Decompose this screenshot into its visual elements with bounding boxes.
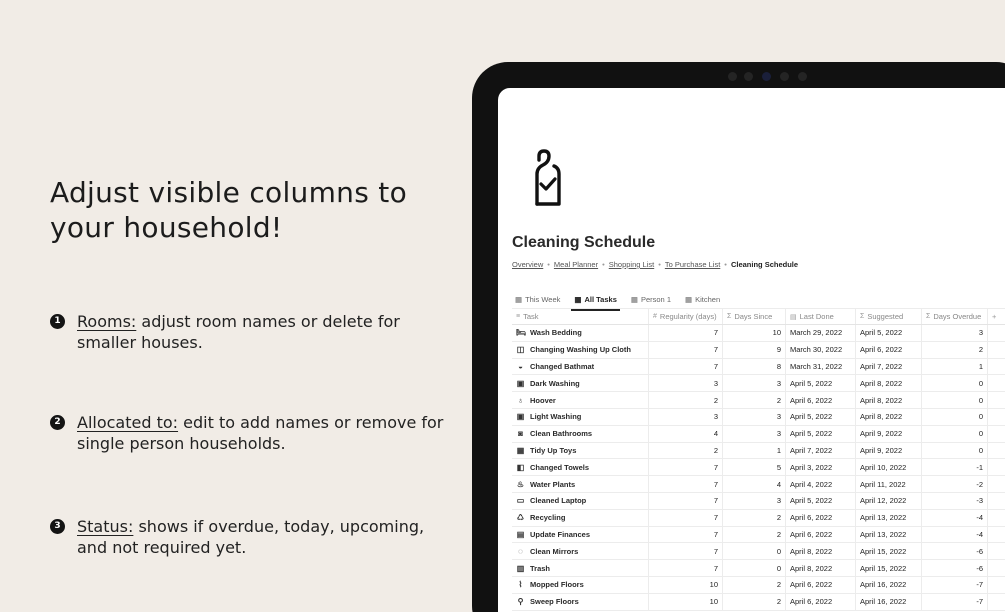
empty-cell xyxy=(988,443,1005,459)
column-header-last-done[interactable]: ▤ Last Done xyxy=(786,309,856,324)
task-name: Cleaned Laptop xyxy=(530,496,587,506)
empty-cell xyxy=(988,510,1005,526)
empty-cell xyxy=(988,325,1005,341)
last-done-cell[interactable]: March 30, 2022 xyxy=(786,342,856,358)
suggested-cell: April 16, 2022 xyxy=(856,577,922,593)
regularity-cell[interactable]: 10 xyxy=(649,577,723,593)
step-number-3: 3 xyxy=(50,519,65,534)
tab-kitchen[interactable]: ▦ Kitchen xyxy=(685,294,721,304)
last-done-cell[interactable]: March 31, 2022 xyxy=(786,359,856,375)
last-done-cell[interactable]: April 6, 2022 xyxy=(786,594,856,610)
trash-icon: ▥ xyxy=(516,563,525,573)
last-done-cell[interactable]: April 6, 2022 xyxy=(786,577,856,593)
task-name: Changed Towels xyxy=(530,462,590,472)
days-since-cell: 4 xyxy=(723,476,786,492)
point-text: adjust room names or delete for smaller houses. xyxy=(77,312,400,352)
table-row[interactable] xyxy=(512,459,1005,476)
suggested-cell: April 16, 2022 xyxy=(856,594,922,610)
last-done-cell[interactable]: April 6, 2022 xyxy=(786,510,856,526)
table-icon: ▦ xyxy=(630,294,638,304)
days-overdue-cell: -3 xyxy=(922,493,988,509)
task-cell[interactable] xyxy=(512,476,649,492)
breadcrumb-link[interactable]: Shopping List xyxy=(608,260,655,269)
suggested-cell: April 9, 2022 xyxy=(856,443,922,459)
days-since-cell: 1 xyxy=(723,443,786,459)
empty-cell xyxy=(988,577,1005,593)
view-tabs xyxy=(512,291,731,307)
regularity-cell[interactable]: 7 xyxy=(649,493,723,509)
days-overdue-cell: -7 xyxy=(922,594,988,610)
days-since-cell: 9 xyxy=(723,342,786,358)
breadcrumb-current: Cleaning Schedule xyxy=(730,260,799,269)
table-row[interactable] xyxy=(512,392,1005,409)
towel-icon: ◧ xyxy=(516,462,525,472)
task-cell[interactable] xyxy=(512,527,649,543)
regularity-cell[interactable]: 7 xyxy=(649,510,723,526)
suggested-cell: April 11, 2022 xyxy=(856,476,922,492)
suggested-cell: April 5, 2022 xyxy=(856,325,922,341)
regularity-cell[interactable]: 7 xyxy=(649,543,723,559)
suggested-cell: April 12, 2022 xyxy=(856,493,922,509)
empty-cell xyxy=(988,342,1005,358)
suggested-cell: April 8, 2022 xyxy=(856,375,922,391)
formula-icon: Σ xyxy=(926,313,931,320)
days-since-cell: 3 xyxy=(723,409,786,425)
regularity-cell[interactable]: 2 xyxy=(649,443,723,459)
task-name: Update Finances xyxy=(530,529,591,539)
task-name: Hoover xyxy=(530,395,556,405)
empty-cell xyxy=(988,459,1005,475)
days-overdue-cell: -6 xyxy=(922,560,988,576)
days-overdue-cell: -4 xyxy=(922,510,988,526)
last-done-cell[interactable]: April 6, 2022 xyxy=(786,527,856,543)
regularity-cell[interactable]: 4 xyxy=(649,426,723,442)
table-row[interactable] xyxy=(512,510,1005,527)
task-cell[interactable] xyxy=(512,543,649,559)
table-icon: ▦ xyxy=(574,294,582,304)
regularity-cell[interactable]: 3 xyxy=(649,375,723,391)
last-done-cell[interactable]: April 5, 2022 xyxy=(786,375,856,391)
point-allocated xyxy=(50,412,445,454)
days-since-cell: 2 xyxy=(723,527,786,543)
task-name: Clean Mirrors xyxy=(530,546,579,556)
add-column-button[interactable]: + xyxy=(992,312,997,321)
task-name: Dark Washing xyxy=(530,378,580,388)
days-overdue-cell: 3 xyxy=(922,325,988,341)
task-cell[interactable] xyxy=(512,325,649,341)
days-since-cell: 10 xyxy=(723,325,786,341)
last-done-cell[interactable]: April 8, 2022 xyxy=(786,560,856,576)
empty-cell xyxy=(988,476,1005,492)
task-cell[interactable] xyxy=(512,443,649,459)
regularity-cell[interactable]: 10 xyxy=(649,594,723,610)
camera-lens xyxy=(762,72,771,81)
empty-cell xyxy=(988,493,1005,509)
text-icon: ≡ xyxy=(516,313,521,320)
column-header-days-overdue[interactable]: Σ Days Overdue xyxy=(922,309,988,324)
point-text: shows if overdue, today, upcoming, and not required yet. xyxy=(77,517,425,557)
breadcrumb-link[interactable]: Overview xyxy=(512,260,544,269)
empty-cell xyxy=(988,543,1005,559)
camera-dot xyxy=(744,72,753,81)
days-since-cell: 8 xyxy=(723,359,786,375)
days-overdue-cell: 0 xyxy=(922,375,988,391)
suggested-cell: April 13, 2022 xyxy=(856,510,922,526)
days-since-cell: 3 xyxy=(723,375,786,391)
breadcrumb-link[interactable]: To Purchase List xyxy=(664,260,721,269)
days-since-cell: 0 xyxy=(723,543,786,559)
last-done-cell[interactable]: April 8, 2022 xyxy=(786,543,856,559)
column-header-suggested[interactable]: Σ Suggested xyxy=(856,309,922,324)
point-label: Allocated to: xyxy=(77,413,179,432)
days-since-cell: 0 xyxy=(723,560,786,576)
formula-icon: Σ xyxy=(727,313,732,320)
tasks-table xyxy=(512,308,1005,611)
headline: Adjust visible columns to your household! xyxy=(50,176,407,244)
tab-all-tasks[interactable]: ▦ All Tasks xyxy=(571,291,619,307)
days-overdue-cell: 0 xyxy=(922,392,988,408)
regularity-cell[interactable]: 7 xyxy=(649,459,723,475)
suggested-cell: April 15, 2022 xyxy=(856,543,922,559)
dish-icon: ◫ xyxy=(516,345,525,355)
task-cell[interactable] xyxy=(512,577,649,593)
task-name: Light Washing xyxy=(530,412,582,422)
task-cell[interactable] xyxy=(512,560,649,576)
regularity-cell[interactable]: 7 xyxy=(649,359,723,375)
task-name: Tidy Up Toys xyxy=(530,445,577,455)
washer-icon: ▣ xyxy=(516,378,525,388)
task-cell[interactable] xyxy=(512,359,649,375)
task-cell[interactable] xyxy=(512,392,649,408)
task-cell[interactable] xyxy=(512,510,649,526)
suggested-cell: April 6, 2022 xyxy=(856,342,922,358)
regularity-cell[interactable]: 3 xyxy=(649,409,723,425)
last-done-cell[interactable]: April 5, 2022 xyxy=(786,426,856,442)
suggested-cell: April 8, 2022 xyxy=(856,392,922,408)
table-row[interactable] xyxy=(512,594,1005,611)
tab-this-week[interactable]: ▦ This Week xyxy=(515,294,561,304)
task-name: Water Plants xyxy=(530,479,576,489)
column-header-days-since[interactable]: Σ Days Since xyxy=(723,309,786,324)
suggested-cell: April 13, 2022 xyxy=(856,527,922,543)
days-since-cell: 2 xyxy=(723,577,786,593)
days-since-cell: 2 xyxy=(723,392,786,408)
point-rooms xyxy=(50,311,445,353)
camera-dot xyxy=(798,72,807,81)
task-name: Trash xyxy=(530,563,551,573)
regularity-cell[interactable]: 7 xyxy=(649,527,723,543)
days-since-cell: 2 xyxy=(723,510,786,526)
column-header-regularity[interactable]: # Regularity (days) xyxy=(649,309,723,324)
last-done-cell[interactable]: April 6, 2022 xyxy=(786,392,856,408)
empty-cell xyxy=(988,594,1005,610)
calendar-icon: ▤ xyxy=(790,313,797,321)
task-name: Sweep Floors xyxy=(530,597,579,607)
toilet-icon: ◙ xyxy=(518,429,523,439)
days-since-cell: 3 xyxy=(723,426,786,442)
table-row[interactable] xyxy=(512,443,1005,460)
table-row[interactable] xyxy=(512,375,1005,392)
suggested-cell: April 7, 2022 xyxy=(856,359,922,375)
table-row[interactable] xyxy=(512,493,1005,510)
table-row[interactable] xyxy=(512,325,1005,342)
last-done-cell[interactable]: April 5, 2022 xyxy=(786,409,856,425)
empty-cell xyxy=(988,359,1005,375)
task-cell[interactable] xyxy=(512,426,649,442)
task-cell[interactable] xyxy=(512,375,649,391)
task-name: Wash Bedding xyxy=(530,328,582,338)
task-name: Recycling xyxy=(530,513,566,523)
regularity-cell[interactable]: 7 xyxy=(649,325,723,341)
empty-cell xyxy=(988,527,1005,543)
empty-cell xyxy=(988,392,1005,408)
breadcrumb: Overview • Meal Planner • Shopping List • To Purchase List • Cleaning Schedule xyxy=(512,260,799,269)
empty-cell xyxy=(988,375,1005,391)
suggested-cell: April 10, 2022 xyxy=(856,459,922,475)
tab-person-1[interactable]: ▦ Person 1 xyxy=(630,294,671,304)
point-label: Rooms: xyxy=(77,312,137,331)
task-cell[interactable] xyxy=(512,409,649,425)
table-row[interactable] xyxy=(512,342,1005,359)
days-since-cell: 5 xyxy=(723,459,786,475)
column-header-task[interactable]: ≡ Task xyxy=(512,309,649,324)
regularity-cell[interactable]: 7 xyxy=(649,342,723,358)
bed-icon: 🛏 xyxy=(516,328,527,338)
table-row[interactable] xyxy=(512,409,1005,426)
broom-icon: ⚲ xyxy=(517,597,524,607)
days-since-cell: 2 xyxy=(723,594,786,610)
toys-icon: ▦ xyxy=(516,445,525,455)
step-number-2: 2 xyxy=(50,415,65,430)
table-icon: ▦ xyxy=(515,294,523,304)
days-overdue-cell: -2 xyxy=(922,476,988,492)
table-header xyxy=(512,308,1005,325)
table-row[interactable] xyxy=(512,577,1005,594)
table-row[interactable] xyxy=(512,476,1005,493)
table-row[interactable] xyxy=(512,527,1005,544)
last-done-cell[interactable]: April 3, 2022 xyxy=(786,459,856,475)
mirror-icon: ◌ xyxy=(518,546,523,556)
washer-icon: ▣ xyxy=(516,412,525,422)
task-name: Mopped Floors xyxy=(530,580,584,590)
regularity-cell[interactable]: 7 xyxy=(649,560,723,576)
suggested-cell: April 15, 2022 xyxy=(856,560,922,576)
notion-screen xyxy=(498,88,1005,612)
task-cell[interactable] xyxy=(512,594,649,610)
last-done-cell[interactable]: April 5, 2022 xyxy=(786,493,856,509)
table-icon: ▦ xyxy=(685,294,693,304)
task-name: Changed Bathmat xyxy=(530,361,595,371)
recycle-icon: ♺ xyxy=(516,513,525,523)
door-hanger-icon xyxy=(528,146,568,208)
empty-cell xyxy=(988,426,1005,442)
watering-can-icon: ♨ xyxy=(516,479,525,489)
table-row[interactable] xyxy=(512,426,1005,443)
days-overdue-cell: -7 xyxy=(922,577,988,593)
point-text: edit to add names or remove for single person households. xyxy=(77,413,444,453)
table-row[interactable] xyxy=(512,359,1005,376)
suggested-cell: April 8, 2022 xyxy=(856,409,922,425)
last-done-cell[interactable]: March 29, 2022 xyxy=(786,325,856,341)
camera-dot xyxy=(780,72,789,81)
days-overdue-cell: -6 xyxy=(922,543,988,559)
days-overdue-cell: 0 xyxy=(922,426,988,442)
empty-cell xyxy=(988,409,1005,425)
task-cell[interactable] xyxy=(512,459,649,475)
point-label: Status: xyxy=(77,517,134,536)
vacuum-icon: ♁ xyxy=(517,395,524,405)
point-status xyxy=(50,516,445,558)
last-done-cell[interactable]: April 7, 2022 xyxy=(786,443,856,459)
table-row[interactable] xyxy=(512,560,1005,577)
table-body xyxy=(512,325,1005,611)
days-overdue-cell: 2 xyxy=(922,342,988,358)
days-since-cell: 3 xyxy=(723,493,786,509)
regularity-cell[interactable]: 7 xyxy=(649,476,723,492)
days-overdue-cell: 0 xyxy=(922,443,988,459)
days-overdue-cell: -4 xyxy=(922,527,988,543)
days-overdue-cell: -1 xyxy=(922,459,988,475)
mop-icon: ⌇ xyxy=(518,580,523,590)
table-row[interactable] xyxy=(512,543,1005,560)
laptop-icon: ▭ xyxy=(516,496,525,506)
regularity-cell[interactable]: 2 xyxy=(649,392,723,408)
number-icon: # xyxy=(653,313,657,320)
ledger-icon: ▤ xyxy=(516,529,525,539)
formula-icon: Σ xyxy=(860,313,865,320)
task-name: Clean Bathrooms xyxy=(530,429,593,439)
task-cell[interactable] xyxy=(512,342,649,358)
last-done-cell[interactable]: April 4, 2022 xyxy=(786,476,856,492)
breadcrumb-link[interactable]: Meal Planner xyxy=(553,260,599,269)
days-overdue-cell: 0 xyxy=(922,409,988,425)
step-number-1: 1 xyxy=(50,314,65,329)
camera-dot xyxy=(728,72,737,81)
bath-icon: ◒ xyxy=(518,361,523,371)
days-overdue-cell: 1 xyxy=(922,359,988,375)
suggested-cell: April 9, 2022 xyxy=(856,426,922,442)
task-cell[interactable] xyxy=(512,493,649,509)
page-title: Cleaning Schedule xyxy=(512,234,656,251)
task-name: Changing Washing Up Cloth xyxy=(530,345,631,355)
empty-cell xyxy=(988,560,1005,576)
